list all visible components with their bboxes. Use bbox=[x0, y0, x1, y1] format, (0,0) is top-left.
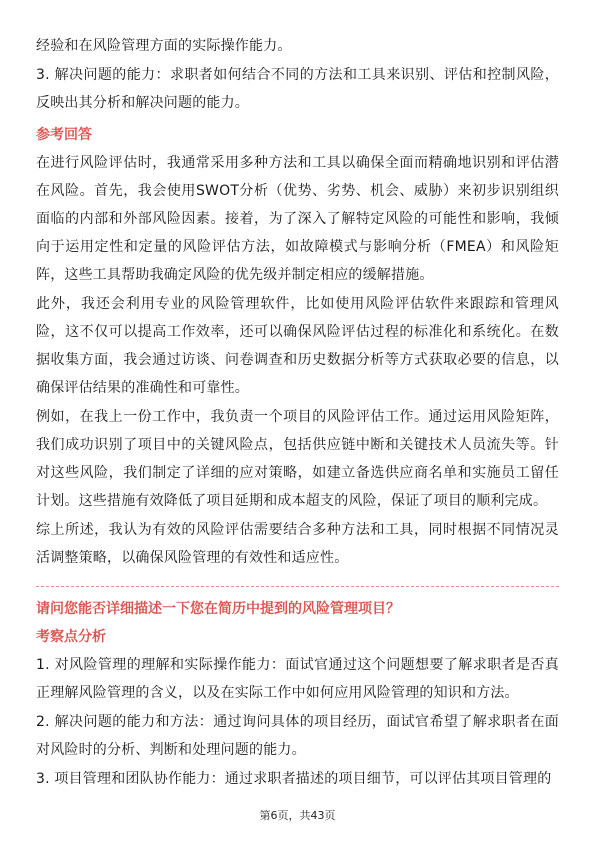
analysis-point: 2. 解决问题的能力和方法：通过询问具体的项目经历，面试官希望了解求职者在面对风险时的分析、判断和处理问题的能力。 bbox=[36, 714, 559, 758]
analysis-heading: 考察点分析 bbox=[36, 629, 106, 645]
answer-paragraph: 例如，在我上一份工作中，我负责一个项目的风险评估工作。通过运用风险矩阵，我们成功识别了项目中的关键风险点，包括供应链中断和关键技术人员流失等。针对这些风险，我们制定了详细的应对策略，如建立备选供应商名单和实施员工留任计划。这些措施有效降低了项目延期和成本超支的风险，保证了项目的顺利完成。 bbox=[36, 409, 559, 509]
section-divider bbox=[36, 586, 559, 587]
assessment-point-3: 3. 解决问题的能力：求职者如何结合不同的方法和工具来识别、评估和控制风险，反映出其分析和解决问题的能力。 bbox=[36, 67, 559, 111]
analysis-point: 3. 项目管理和团队协作能力：通过求职者描述的项目细节，可以评估其项目管理的 bbox=[36, 771, 552, 787]
continued-text: 经验和在风险管理方面的实际操作能力。 bbox=[36, 38, 292, 54]
reference-answer-heading: 参考回答 bbox=[36, 127, 92, 143]
document-body bbox=[36, 32, 559, 793]
answer-paragraph: 综上所述，我认为有效的风险评估需要结合多种方法和工具，同时根据不同情况灵活调整策略，以确保风险管理的有效性和适应性。 bbox=[36, 522, 559, 566]
answer-paragraph: 此外，我还会利用专业的风险管理软件，比如使用风险评估软件来跟踪和管理风险，这不仅可以提高工作效率，还可以确保风险评估过程的标准化和系统化。在数据收集方面，我会通过访谈、问卷调查和历史数据分析等方式获取必要的信息，以确保评估结果的准确性和可靠性。 bbox=[36, 296, 559, 396]
interview-question: 请问您能否详细描述一下您在简历中提到的风险管理项目？ bbox=[36, 601, 400, 617]
answer-paragraph: 在进行风险评估时，我通常采用多种方法和工具以确保全面而精确地识别和评估潜在风险。首先，我会使用SWOT分析（优势、劣势、机会、威胁）来初步识别组织面临的内部和外部风险因素。接着，为了深入了解特定风险的可能性和影响，我倾向于运用定性和定量的风险评估方法，如故障模式与影响分析（FMEA）和风险矩阵，这些工具帮助我确定风险的优先级并制定相应的缓解措施。 bbox=[36, 155, 559, 283]
page-number: 第6页，共43页 bbox=[259, 809, 336, 822]
analysis-point: 1. 对风险管理的理解和实际操作能力：面试官通过这个问题想要了解求职者是否真正理解风险管理的含义，以及在实际工作中如何应用风险管理的知识和方法。 bbox=[36, 657, 559, 701]
